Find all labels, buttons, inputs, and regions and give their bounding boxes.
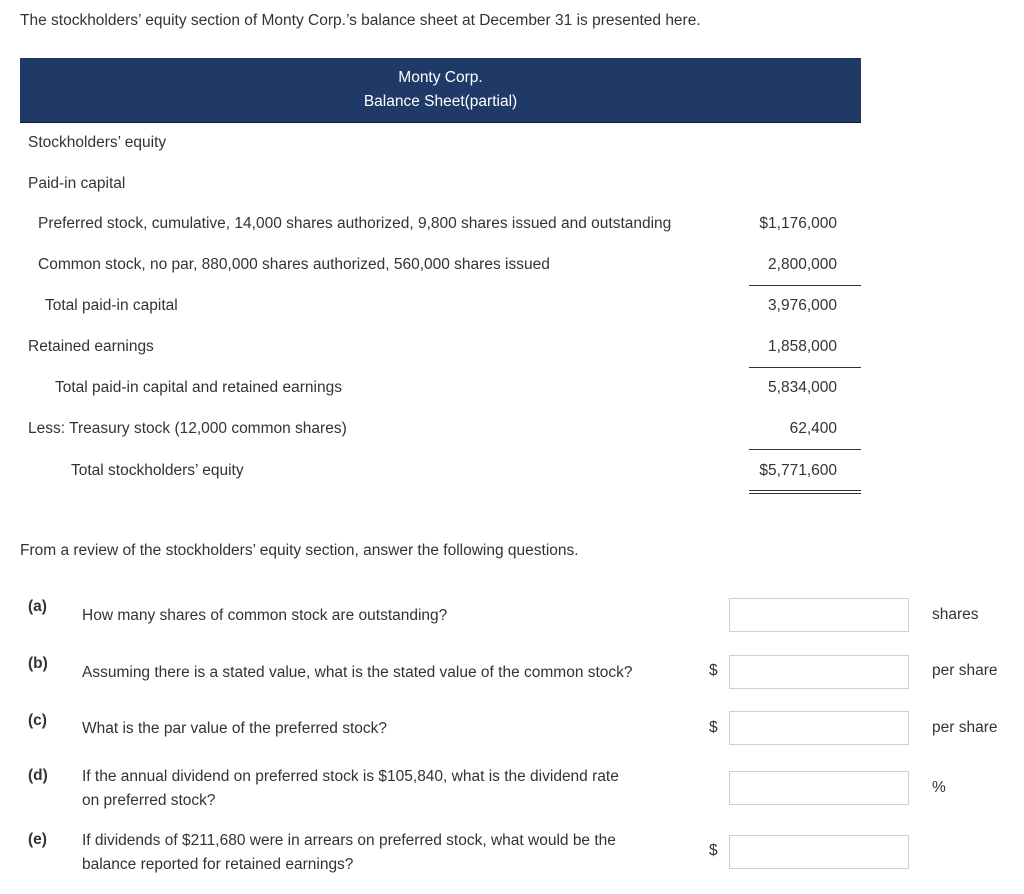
preferred-stock-amount: $1,176,000 [759, 215, 837, 232]
answer-c-dollar: $ [709, 719, 718, 736]
answer-a-unit: shares [932, 606, 979, 623]
answer-c-input[interactable] [729, 711, 909, 745]
question-c-letter: (c) [28, 712, 47, 729]
answer-e-input[interactable] [729, 835, 909, 869]
common-stock-label: Common stock, no par, 880,000 shares authorized, 560,000 shares issued [38, 256, 550, 273]
paid-in-capital-label: Paid-in capital [28, 175, 126, 192]
question-intro: From a review of the stockholders’ equity section, answer the following questions. [20, 542, 579, 559]
answer-d-unit: % [932, 779, 946, 796]
total-equity-label: Total stockholders’ equity [71, 462, 244, 479]
question-e-letter: (e) [28, 831, 47, 848]
total-pic-re-amount: 5,834,000 [768, 379, 837, 396]
balance-sheet-header [20, 58, 861, 123]
common-stock-amount: 2,800,000 [768, 256, 837, 273]
answer-c-unit: per share [932, 719, 998, 736]
question-d-text-line1: If the annual dividend on preferred stock is $105,840, what is the dividend rate [82, 768, 619, 785]
total-double-rule [749, 490, 861, 494]
question-e-text [82, 829, 616, 877]
statement-title: Balance Sheet(partial) [363, 93, 518, 110]
retained-earnings-amount: 1,858,000 [768, 338, 837, 355]
answer-d-input[interactable] [729, 771, 909, 805]
retained-earnings-label: Retained earnings [28, 338, 154, 355]
treasury-stock-label: Less: Treasury stock (12,000 common shares) [28, 420, 347, 437]
answer-a-input[interactable] [729, 598, 909, 632]
subtotal-rule [749, 285, 861, 286]
section-label: Stockholders’ equity [28, 134, 167, 151]
answer-b-unit: per share [932, 662, 998, 679]
total-paid-in-amount: 3,976,000 [768, 297, 837, 314]
question-d-text-line2: on preferred stock? [82, 792, 216, 809]
question-e-text-line1: If dividends of $211,680 were in arrears on preferred stock, what would be the [82, 832, 616, 849]
question-c-text: What is the par value of the preferred stock? [82, 720, 387, 737]
answer-e-dollar: $ [709, 842, 718, 859]
question-d-text [82, 765, 619, 813]
question-b-text: Assuming there is a stated value, what is the stated value of the common stock? [82, 664, 633, 681]
answer-b-dollar: $ [709, 662, 718, 679]
question-d-letter: (d) [28, 767, 48, 784]
subtotal-rule [749, 449, 861, 450]
question-e-text-line2: balance reported for retained earnings? [82, 856, 354, 873]
intro-text: The stockholders’ equity section of Monty Corp.’s balance sheet at December 31 is presented here. [20, 12, 701, 29]
total-paid-in-label: Total paid-in capital [45, 297, 178, 314]
treasury-stock-amount: 62,400 [789, 420, 837, 437]
question-a-letter: (a) [28, 598, 47, 615]
preferred-stock-label: Preferred stock, cumulative, 14,000 shares authorized, 9,800 shares issued and outstanding [38, 215, 672, 232]
company-name: Monty Corp. [398, 69, 483, 86]
total-equity-amount: $5,771,600 [759, 462, 837, 479]
answer-b-input[interactable] [729, 655, 909, 689]
question-a-text: How many shares of common stock are outstanding? [82, 607, 448, 624]
total-pic-re-label: Total paid-in capital and retained earnings [55, 379, 342, 396]
subtotal-rule [749, 367, 861, 368]
question-b-letter: (b) [28, 655, 48, 672]
